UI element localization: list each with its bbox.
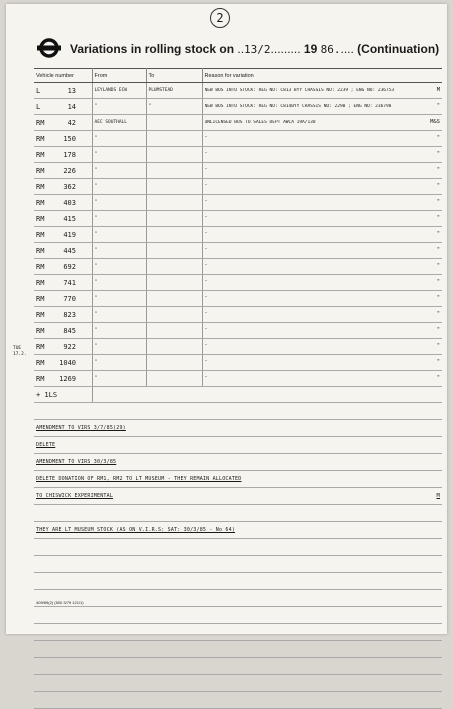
vehicle-type: RM <box>36 374 45 383</box>
reason-text: " <box>204 264 208 269</box>
reason-cell <box>202 291 442 307</box>
to-cell <box>146 211 202 227</box>
from-cell: " <box>92 131 146 147</box>
reason-mark: " <box>436 215 440 221</box>
vehicle-type: RM <box>36 182 45 191</box>
blank-cell <box>34 641 442 658</box>
vehicle-type: L <box>36 102 41 111</box>
from-cell: " <box>92 259 146 275</box>
from-cell: LEYLANDS ECW <box>92 83 146 99</box>
note-cell <box>34 437 442 454</box>
reason-text: " <box>204 232 208 237</box>
note-cell <box>34 471 442 488</box>
blank-cell <box>34 539 442 556</box>
variations-table <box>34 68 442 709</box>
vehicle-number: 445 <box>63 246 76 255</box>
vehicle-cell <box>34 291 92 307</box>
vehicle-type: RM <box>36 118 45 127</box>
note-cell <box>34 505 442 522</box>
vehicle-cell <box>34 115 92 131</box>
page-title: Variations in rolling stock on ..13/2......... 19 86..... (Continuation) <box>70 42 440 56</box>
table-header-row <box>34 69 442 83</box>
table-row <box>34 323 442 339</box>
from-cell: " <box>92 371 146 387</box>
blank-cell <box>34 658 442 675</box>
blank-cell <box>92 387 442 403</box>
reason-text: " <box>204 376 208 381</box>
reason-mark: " <box>436 231 440 237</box>
reason-mark: " <box>436 135 440 141</box>
reason-mark: " <box>436 375 440 381</box>
to-cell <box>146 227 202 243</box>
vehicle-number: 415 <box>63 214 76 223</box>
table-row <box>34 387 442 403</box>
note-text: TO CHISWICK EXPERIMENTAL <box>36 493 114 499</box>
reason-cell <box>202 131 442 147</box>
reason-mark: " <box>436 295 440 301</box>
blank-row <box>34 590 442 607</box>
vehicle-type: RM <box>36 358 45 367</box>
reason-mark: " <box>436 263 440 269</box>
blank-cell <box>34 607 442 624</box>
form-sheet <box>6 4 447 634</box>
page-number: 2 <box>210 8 230 28</box>
london-transport-roundel-icon <box>36 38 66 58</box>
reason-text: NEW BUS INTO STOCK: REG NO: C814BYY CHASSIS NO: 2290 ; ENG NO: 236790 <box>204 104 392 109</box>
from-cell: " <box>92 99 146 115</box>
note-row <box>34 488 442 505</box>
vehicle-number: 403 <box>63 198 76 207</box>
note-text: AMENDMENT TO VIRS 30/3/85 <box>36 459 117 465</box>
vehicle-cell <box>34 211 92 227</box>
blank-cell <box>34 403 442 420</box>
vehicle-type: RM <box>36 294 45 303</box>
vehicle-number: 692 <box>63 262 76 271</box>
vehicle-type: RM <box>36 214 45 223</box>
column-header-reason: Reason for variation <box>202 69 442 83</box>
from-cell: " <box>92 355 146 371</box>
vehicle-cell <box>34 99 92 115</box>
table-row <box>34 131 442 147</box>
to-cell <box>146 115 202 131</box>
to-cell <box>146 131 202 147</box>
vehicle-number: 823 <box>63 310 76 319</box>
vehicle-number: 178 <box>63 150 76 159</box>
reason-text: UNLICENSED BUS TO SALES DEPT AWCA 19A/138 <box>204 120 316 125</box>
notes-rows <box>34 387 442 709</box>
reason-cell <box>202 195 442 211</box>
vehicle-cell <box>34 131 92 147</box>
reason-text: " <box>204 248 208 253</box>
table-row <box>34 275 442 291</box>
vehicle-number: 13 <box>67 86 76 95</box>
from-cell: " <box>92 275 146 291</box>
reason-mark: " <box>436 183 440 189</box>
to-cell <box>146 371 202 387</box>
reason-text: " <box>204 168 208 173</box>
reason-mark: " <box>436 279 440 285</box>
side-note-line: TUE <box>13 346 22 351</box>
reason-cell <box>202 99 442 115</box>
title-text: Variations in rolling stock on <box>70 42 235 56</box>
reason-text: " <box>204 280 208 285</box>
reason-text: NEW BUS INTO STOCK: REG NO: C813 BYY CHASSIS NO: 2239 ; ENG NO: 236753 <box>204 88 395 93</box>
note-row <box>34 505 442 522</box>
table-row <box>34 259 442 275</box>
reason-mark: " <box>436 103 440 109</box>
blank-cell <box>34 556 442 573</box>
vehicle-number: 845 <box>63 326 76 335</box>
note-row <box>34 471 442 488</box>
vehicle-number: 150 <box>63 134 76 143</box>
to-cell: " <box>146 99 202 115</box>
reason-mark: " <box>436 311 440 317</box>
to-cell <box>146 163 202 179</box>
reason-cell <box>202 147 442 163</box>
note-cell <box>34 488 442 505</box>
to-cell <box>146 339 202 355</box>
blank-row <box>34 658 442 675</box>
note-cell <box>34 522 442 539</box>
reason-text: " <box>204 328 208 333</box>
side-note <box>13 346 27 358</box>
to-cell <box>146 275 202 291</box>
reason-cell <box>202 115 442 131</box>
vehicle-cell <box>34 179 92 195</box>
reason-cell <box>202 163 442 179</box>
reason-mark: " <box>436 343 440 349</box>
blank-row <box>34 675 442 692</box>
from-cell: " <box>92 291 146 307</box>
blank-cell <box>34 573 442 590</box>
reason-cell <box>202 371 442 387</box>
reason-cell <box>202 227 442 243</box>
reason-text: " <box>204 296 208 301</box>
reason-mark: M&S <box>430 119 440 125</box>
vehicle-cell <box>34 243 92 259</box>
date-field: 13/2 <box>244 43 271 56</box>
reason-text: " <box>204 184 208 189</box>
side-note-line: 17.2. <box>13 352 27 357</box>
note-row <box>34 454 442 471</box>
from-cell: " <box>92 339 146 355</box>
vehicle-cell <box>34 371 92 387</box>
from-cell: " <box>92 211 146 227</box>
vehicle-number: 42 <box>67 118 76 127</box>
vehicle-number: 1269 <box>59 374 76 383</box>
blank-row <box>34 692 442 709</box>
vehicle-type: RM <box>36 230 45 239</box>
vehicle-cell <box>34 259 92 275</box>
vehicle-type: RM <box>36 310 45 319</box>
blank-row <box>34 573 442 590</box>
reason-mark: M <box>436 87 440 93</box>
vehicle-number: 770 <box>63 294 76 303</box>
to-cell <box>146 179 202 195</box>
reason-cell <box>202 243 442 259</box>
table-row <box>34 307 442 323</box>
vehicle-cell <box>34 339 92 355</box>
reason-text: " <box>204 312 208 317</box>
blank-cell <box>34 590 442 607</box>
vehicle-cell <box>34 275 92 291</box>
vehicle-number: 362 <box>63 182 76 191</box>
to-cell <box>146 307 202 323</box>
vehicle-cell <box>34 147 92 163</box>
reason-cell <box>202 83 442 99</box>
reason-text: " <box>204 152 208 157</box>
vehicle-type: RM <box>36 278 45 287</box>
note-text: DELETE <box>36 442 56 448</box>
from-cell: " <box>92 147 146 163</box>
blank-cell <box>34 624 442 641</box>
column-header-vehicle: Vehicle number <box>34 69 92 83</box>
blank-row <box>34 539 442 556</box>
vehicle-type: RM <box>36 150 45 159</box>
vehicle-cell <box>34 227 92 243</box>
vehicle-number: 226 <box>63 166 76 175</box>
from-cell: " <box>92 243 146 259</box>
blank-row <box>34 624 442 641</box>
vehicle-cell <box>34 195 92 211</box>
vehicle-number: 741 <box>63 278 76 287</box>
table-row <box>34 243 442 259</box>
reason-cell <box>202 323 442 339</box>
vehicle-number: 922 <box>63 342 76 351</box>
blank-row <box>34 403 442 420</box>
vehicle-number: 419 <box>63 230 76 239</box>
total-entry: + 1LS <box>34 387 92 403</box>
reason-cell <box>202 339 442 355</box>
blank-cell <box>34 692 442 709</box>
from-cell: " <box>92 323 146 339</box>
vehicle-number: 1040 <box>59 358 76 367</box>
table-row <box>34 227 442 243</box>
table-row <box>34 371 442 387</box>
from-cell: AEC SOUTHALL <box>92 115 146 131</box>
to-cell: PLUMSTEAD <box>146 83 202 99</box>
reason-text: " <box>204 344 208 349</box>
reason-mark: " <box>436 247 440 253</box>
from-cell: " <box>92 227 146 243</box>
reason-mark: " <box>436 359 440 365</box>
reason-mark: " <box>436 167 440 173</box>
note-text: THEY ARE LT MUSEUM STOCK (AS ON V.I.R.S: SAT: 30/3/85 - No 64) <box>36 527 236 533</box>
to-cell <box>146 147 202 163</box>
to-cell <box>146 355 202 371</box>
table-row <box>34 355 442 371</box>
vehicle-type: RM <box>36 342 45 351</box>
blank-cell <box>34 675 442 692</box>
year-field: 86. <box>320 43 341 56</box>
note-cell <box>34 454 442 471</box>
reason-cell <box>202 307 442 323</box>
from-cell: " <box>92 179 146 195</box>
table-row <box>34 147 442 163</box>
reason-text: " <box>204 136 208 141</box>
note-row <box>34 522 442 539</box>
note-row <box>34 420 442 437</box>
vehicle-cell <box>34 323 92 339</box>
year-prefix: 19 <box>303 42 318 56</box>
blank-row <box>34 556 442 573</box>
table-row <box>34 115 442 131</box>
from-cell: " <box>92 195 146 211</box>
reason-mark: " <box>436 327 440 333</box>
form-reference: 409/89(2) (500 3/79 121/1) <box>36 600 84 605</box>
table-row <box>34 211 442 227</box>
reason-mark: " <box>436 151 440 157</box>
from-cell: " <box>92 163 146 179</box>
table-row <box>34 195 442 211</box>
table-row <box>34 291 442 307</box>
blank-row <box>34 641 442 658</box>
vehicle-cell <box>34 355 92 371</box>
reason-text: " <box>204 200 208 205</box>
to-cell <box>146 323 202 339</box>
note-row <box>34 437 442 454</box>
reason-cell <box>202 355 442 371</box>
reason-text: " <box>204 360 208 365</box>
table-row <box>34 99 442 115</box>
from-cell: " <box>92 307 146 323</box>
reason-cell <box>202 275 442 291</box>
vehicle-type: RM <box>36 134 45 143</box>
vehicle-number: 14 <box>67 102 76 111</box>
to-cell <box>146 259 202 275</box>
vehicle-rows <box>34 83 442 387</box>
note-text: AMENDMENT TO VIRS 3/7/85(29) <box>36 425 126 431</box>
column-header-to: To <box>146 69 202 83</box>
to-cell <box>146 243 202 259</box>
to-cell <box>146 291 202 307</box>
table-row <box>34 179 442 195</box>
vehicle-type: RM <box>36 326 45 335</box>
vehicle-cell <box>34 307 92 323</box>
note-text: DELETE DONATION OF RM1, RM2 TO LT MUSEUM - THEY REMAIN ALLOCATED <box>36 476 242 482</box>
note-mark: M <box>436 493 440 499</box>
note-cell <box>34 420 442 437</box>
vehicle-type: RM <box>36 262 45 271</box>
column-header-from: From <box>92 69 146 83</box>
vehicle-type: RM <box>36 166 45 175</box>
reason-cell <box>202 211 442 227</box>
reason-cell <box>202 179 442 195</box>
vehicle-type: RM <box>36 246 45 255</box>
vehicle-cell <box>34 163 92 179</box>
table-row <box>34 83 442 99</box>
vehicle-type: L <box>36 86 41 95</box>
blank-row <box>34 607 442 624</box>
to-cell <box>146 195 202 211</box>
vehicle-type: RM <box>36 198 45 207</box>
vehicle-cell <box>34 83 92 99</box>
reason-mark: " <box>436 199 440 205</box>
title-suffix: (Continuation) <box>357 42 440 56</box>
reason-cell <box>202 259 442 275</box>
table-row <box>34 339 442 355</box>
table-row <box>34 163 442 179</box>
reason-text: " <box>204 216 208 221</box>
